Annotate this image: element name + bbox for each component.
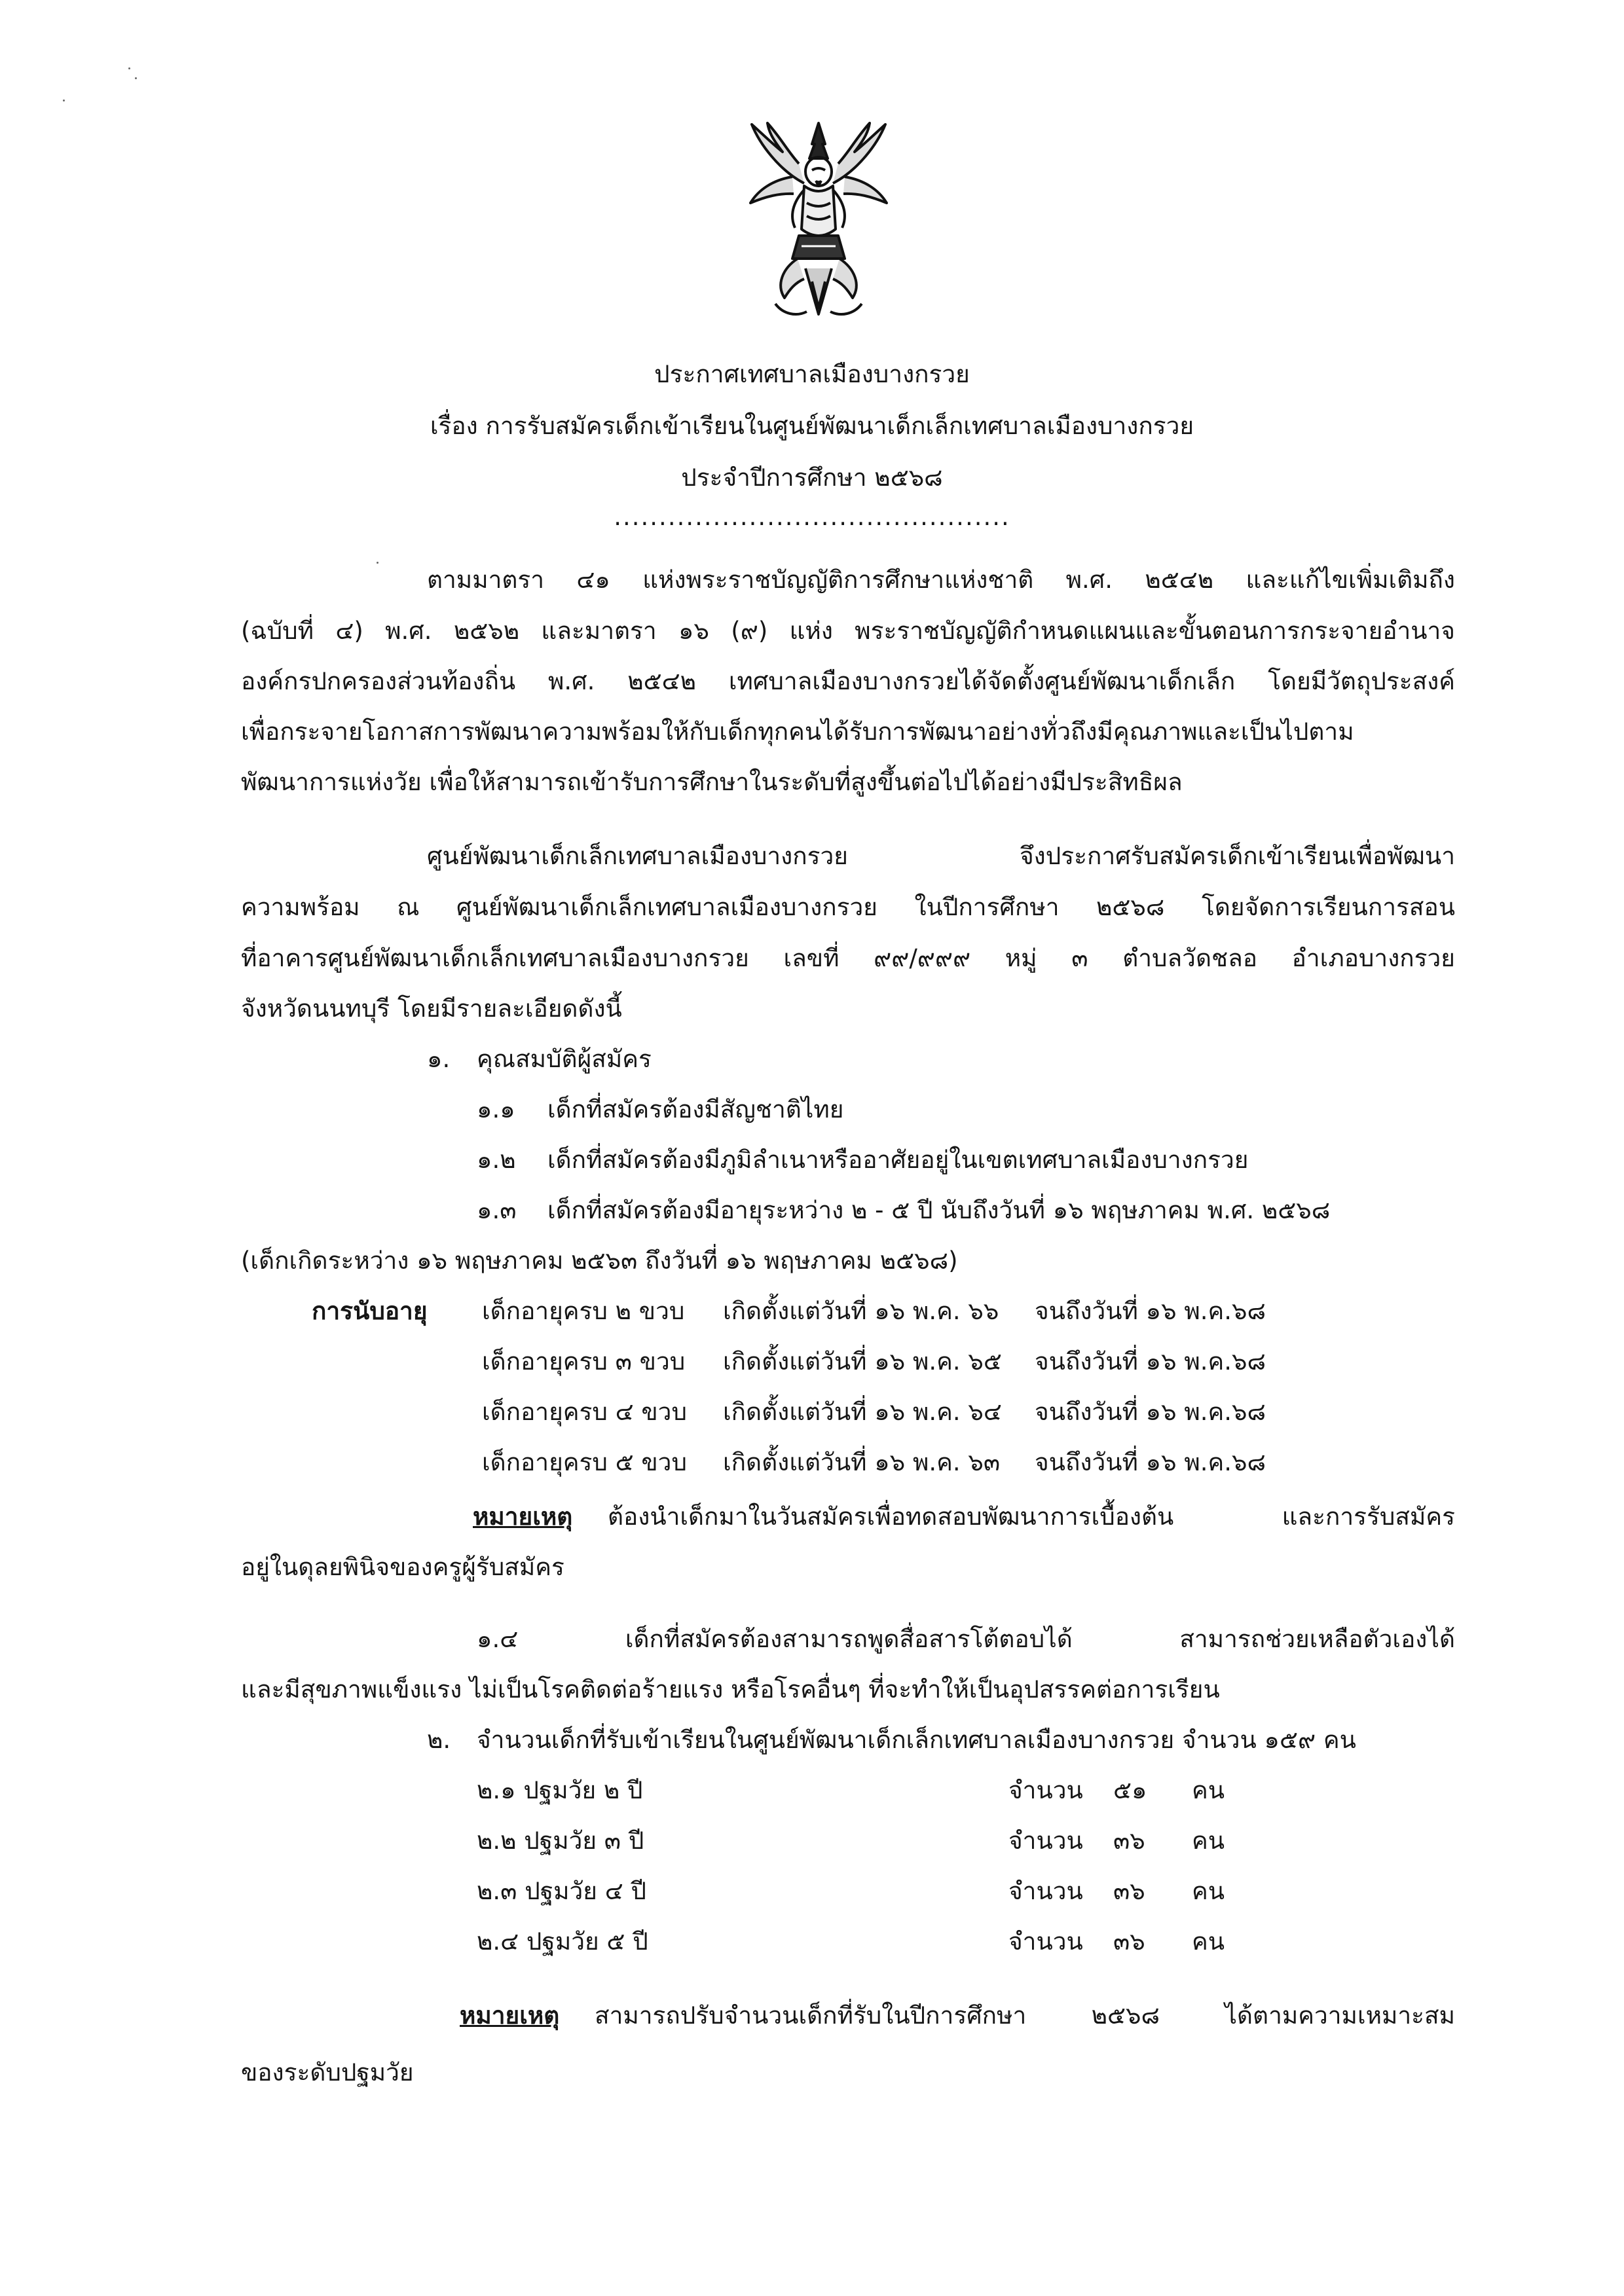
age-row-from: เกิดตั้งแต่วันที่ ๑๖ พ.ค. ๖๓ xyxy=(723,1448,1001,1476)
age-row-age: เด็กอายุครบ ๕ ขวบ xyxy=(482,1448,687,1476)
enrollment-label: จำนวน xyxy=(1008,1776,1083,1804)
note-1-text: ต้องนำเด็กมาในวันสมัครเพื่อทดสอบพัฒนาการเบื้องต้น และการรับสมัคร xyxy=(608,1503,1455,1531)
note-2-label: หมายเหตุ xyxy=(460,2001,560,2030)
enrollment-level: ๒.๔ ปฐมวัย ๕ ปี xyxy=(477,1927,648,1956)
section-2-number: ๒. xyxy=(427,1726,451,1754)
age-row-age: เด็กอายุครบ ๒ ขวบ xyxy=(482,1297,685,1325)
criteria-item-number: ๑.๒ xyxy=(477,1146,516,1174)
criteria-item-1-4: ๑.๔ เด็กที่สมัครต้องสามารถพูดสื่อสารโต้ตอบได้ สามารถช่วยเหลือตัวเองได้ xyxy=(477,1625,1455,1653)
age-row-from: เกิดตั้งแต่วันที่ ๑๖ พ.ค. ๖๔ xyxy=(723,1398,1002,1426)
enrollment-count: ๓๖ xyxy=(1113,1877,1145,1905)
garuda-emblem-icon xyxy=(747,118,891,321)
scan-speck xyxy=(377,562,378,564)
enrollment-unit: คน xyxy=(1192,1927,1225,1956)
criteria-item-number: ๑.๓ xyxy=(477,1196,517,1224)
criteria-item-text: เด็กที่สมัครต้องมีสัญชาติไทย xyxy=(547,1095,844,1123)
age-row-from: เกิดตั้งแต่วันที่ ๑๖ พ.ค. ๖๕ xyxy=(723,1347,1002,1376)
enrollment-level: ๒.๑ ปฐมวัย ๒ ปี xyxy=(477,1776,643,1804)
age-row-age: เด็กอายุครบ ๓ ขวบ xyxy=(482,1347,686,1376)
paragraph-2-line: ความพร้อม ณ ศูนย์พัฒนาเด็กเล็กเทศบาลเมืองบางกรวย ในปีการศึกษา ๒๕๖๘ โดยจัดการเรียนการสอน xyxy=(241,893,1455,921)
announcement-subject: เรื่อง การรับสมัครเด็กเข้าเรียนในศูนย์พัฒนาเด็กเล็กเทศบาลเมืองบางกรวย xyxy=(430,412,1194,440)
enrollment-label: จำนวน xyxy=(1008,1877,1083,1905)
criteria-item-text: เด็กที่สมัครต้องมีอายุระหว่าง ๒ - ๕ ปี นับถึงวันที่ ๑๖ พฤษภาคม พ.ศ. ๒๕๖๘ xyxy=(547,1196,1331,1224)
enrollment-count: ๓๖ xyxy=(1113,1927,1145,1956)
paragraph-2-line: ศูนย์พัฒนาเด็กเล็กเทศบาลเมืองบางกรวย จึงประกาศรับสมัครเด็กเข้าเรียนเพื่อพัฒนา xyxy=(427,842,1455,870)
enrollment-count: ๕๑ xyxy=(1113,1776,1147,1804)
note-2-text: สามารถปรับจำนวนเด็กที่รับในปีการศึกษา ๒๕๖๘ ได้ตามความเหมาะสม xyxy=(595,2001,1455,2030)
criteria-item-1-4-cont: และมีสุขภาพแข็งแรง ไม่เป็นโรคติดต่อร้ายแรง หรือโรคอื่นๆ ที่จะทำให้เป็นอุปสรรคต่อการเรียน xyxy=(241,1675,1220,1704)
scan-speck xyxy=(63,100,65,101)
announcement-year: ประจำปีการศึกษา ๒๕๖๘ xyxy=(681,464,943,492)
criteria-item-number: ๑.๑ xyxy=(477,1095,515,1123)
note-1-label: หมายเหตุ xyxy=(473,1503,573,1531)
enrollment-count: ๓๖ xyxy=(1113,1827,1145,1855)
note-2-text: ของระดับปฐมวัย xyxy=(241,2058,414,2086)
enrollment-unit: คน xyxy=(1192,1827,1225,1855)
age-row-to: จนถึงวันที่ ๑๖ พ.ค.๖๘ xyxy=(1035,1398,1266,1426)
age-row-to: จนถึงวันที่ ๑๖ พ.ค.๖๘ xyxy=(1035,1347,1266,1376)
paragraph-1-line: องค์กรปกครองส่วนท้องถิ่น พ.ศ. ๒๕๔๒ เทศบาลเมืองบางกรวยได้จัดตั้งศูนย์พัฒนาเด็กเล็ก โดยมีวัตถุประสงค์ xyxy=(241,667,1455,695)
announcement-title: ประกาศเทศบาลเมืองบางกรวย xyxy=(654,360,970,388)
paragraph-1-line: (ฉบับที่ ๔) พ.ศ. ๒๕๖๒ และมาตรา ๑๖ (๙) แห่ง พระราชบัญญัติกำหนดแผนและขั้นตอนการกระจายอำนาจ xyxy=(241,617,1455,645)
scan-speck xyxy=(135,77,137,79)
enrollment-level: ๒.๓ ปฐมวัย ๔ ปี xyxy=(477,1877,646,1905)
section-2-title: จำนวนเด็กที่รับเข้าเรียนในศูนย์พัฒนาเด็กเล็กเทศบาลเมืองบางกรวย จำนวน ๑๕๙ คน xyxy=(477,1726,1356,1754)
scan-speck xyxy=(128,67,130,69)
section-1-number: ๑. xyxy=(427,1045,451,1073)
age-counting-label: การนับอายุ xyxy=(312,1297,428,1325)
note-1-text: อยู่ในดุลยพินิจของครูผู้รับสมัคร xyxy=(241,1553,564,1581)
enrollment-unit: คน xyxy=(1192,1776,1225,1804)
paragraph-1-line: เพื่อกระจายโอกาสการพัฒนาความพร้อมให้กับเด็กทุกคนได้รับการพัฒนาอย่างทั่วถึงมีคุณภาพและเป็นไปตาม xyxy=(241,718,1354,746)
enrollment-label: จำนวน xyxy=(1008,1927,1083,1956)
section-1-title: คุณสมบัติผู้สมัคร xyxy=(477,1045,652,1073)
criteria-item-text: เด็กที่สมัครต้องมีภูมิลำเนาหรืออาศัยอยู่ในเขตเทศบาลเมืองบางกรวย xyxy=(547,1146,1249,1174)
enrollment-level: ๒.๒ ปฐมวัย ๓ ปี xyxy=(477,1827,644,1855)
age-row-to: จนถึงวันที่ ๑๖ พ.ค.๖๘ xyxy=(1035,1448,1266,1476)
enrollment-label: จำนวน xyxy=(1008,1827,1083,1855)
paragraph-1-line: พัฒนาการแห่งวัย เพื่อให้สามารถเข้ารับการศึกษาในระดับที่สูงขึ้นต่อไปได้อย่างมีประสิทธิผล xyxy=(241,768,1183,796)
age-row-age: เด็กอายุครบ ๔ ขวบ xyxy=(482,1398,687,1426)
paragraph-2-line: ที่อาคารศูนย์พัฒนาเด็กเล็กเทศบาลเมืองบางกรวย เลขที่ ๙๙/๙๙๙ หมู่ ๓ ตำบลวัดชลอ อำเภอบางกรวย xyxy=(241,944,1455,972)
age-row-to: จนถึงวันที่ ๑๖ พ.ค.๖๘ xyxy=(1035,1297,1266,1325)
paragraph-1-line: ตามมาตรา ๔๑ แห่งพระราชบัญญัติการศึกษาแห่งชาติ พ.ศ. ๒๕๔๒ และแก้ไขเพิ่มเติมถึง xyxy=(427,566,1455,594)
paragraph-2-line: จังหวัดนนทบุรี โดยมีรายละเอียดดังนี้ xyxy=(241,994,622,1023)
enrollment-unit: คน xyxy=(1192,1877,1225,1905)
age-row-from: เกิดตั้งแต่วันที่ ๑๖ พ.ค. ๖๖ xyxy=(723,1297,999,1325)
birth-range-note: (เด็กเกิดระหว่าง ๑๖ พฤษภาคม ๒๕๖๓ ถึงวันที่ ๑๖ พฤษภาคม ๒๕๖๘) xyxy=(241,1247,958,1275)
header-separator: ............................................ xyxy=(614,503,1010,531)
